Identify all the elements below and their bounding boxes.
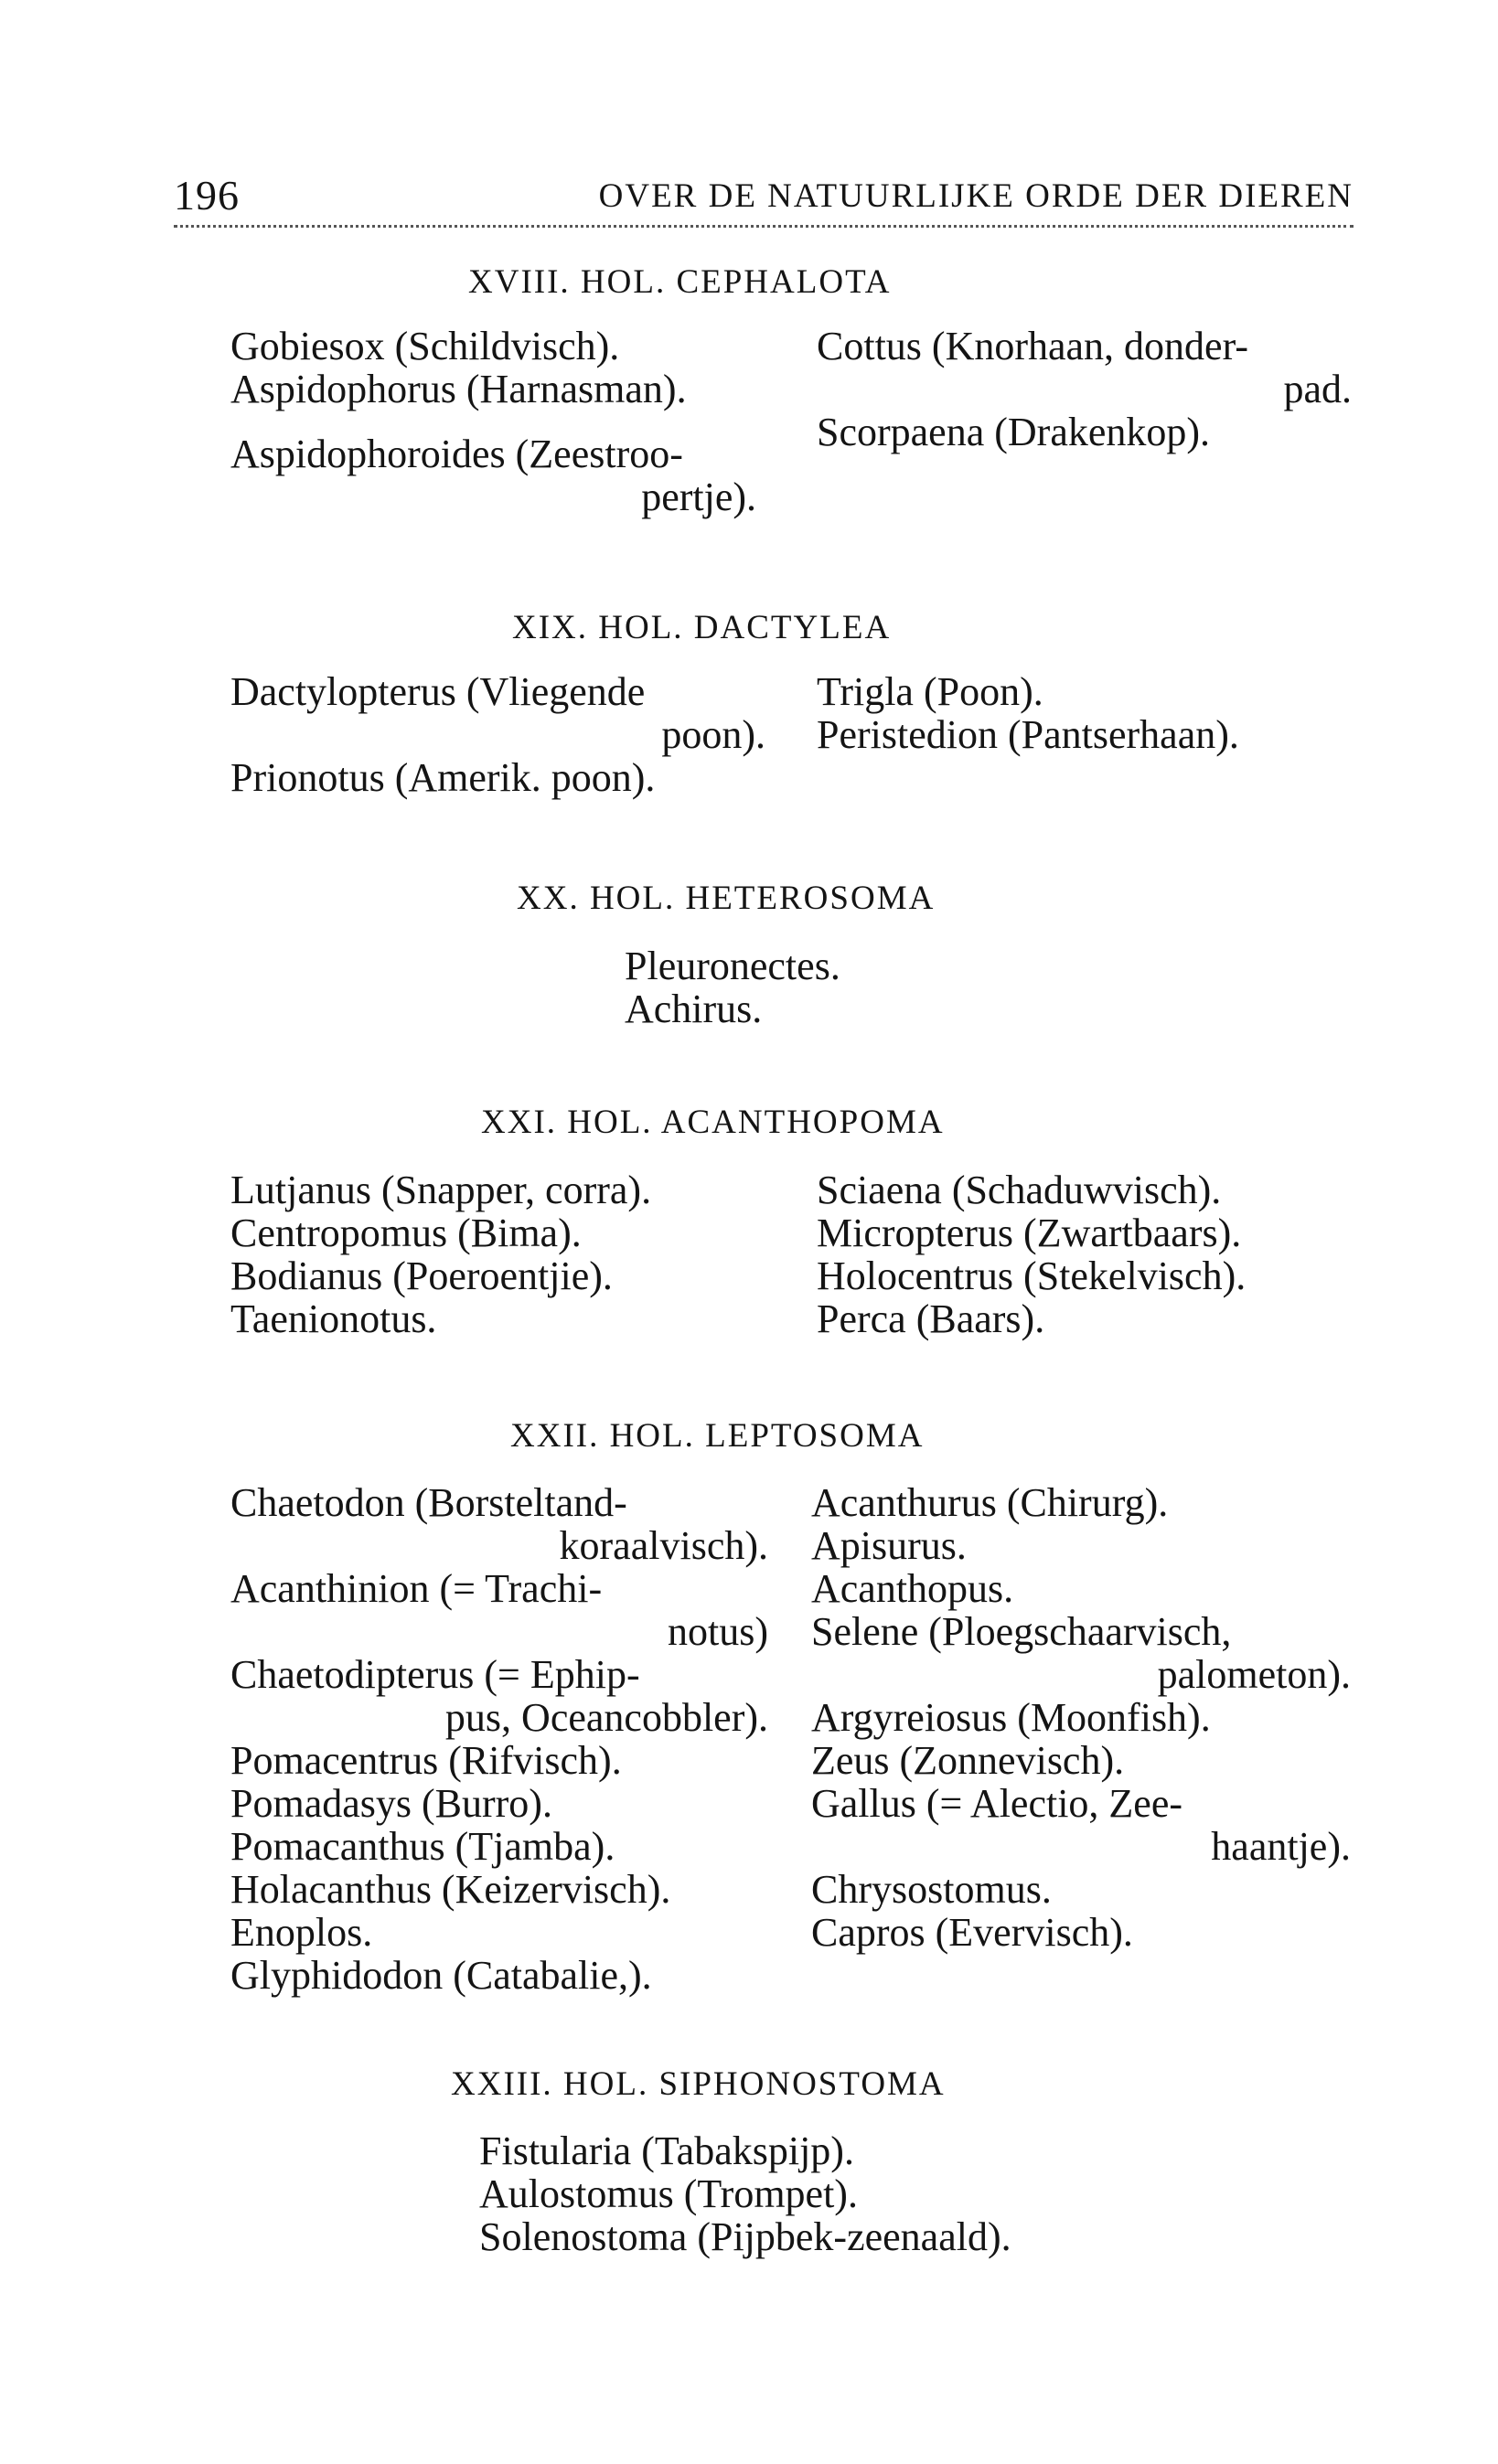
section-xxii-right-column	[811, 1481, 1351, 1954]
list-line: Scorpaena (Drakenkop).	[817, 410, 1211, 454]
list-line-continuation: notus)	[668, 1609, 768, 1654]
section-heading-xxii: XXII. HOL. LEPTOSOMA	[510, 1417, 925, 1455]
list-line-continuation: pertje).	[641, 475, 756, 519]
list-line: Fistularia (Tabakspijp).	[479, 2128, 854, 2173]
list-line: Chaetodon (Borsteltand-	[230, 1480, 627, 1525]
section-heading-xix: XIX. HOL. DACTYLEA	[512, 609, 892, 646]
list-line: Centropomus (Bima).	[230, 1211, 582, 1255]
section-xxi-right-column	[817, 1168, 1352, 1340]
list-line: Chaetodipterus (= Ephip-	[230, 1652, 640, 1697]
list-line: Selene (Ploegschaarvisch,	[811, 1609, 1232, 1654]
list-line: Aulostomus (Trompet).	[479, 2171, 858, 2216]
list-line: Pomacentrus (Rifvisch).	[230, 1738, 622, 1783]
list-line: Perca (Baars).	[817, 1296, 1045, 1341]
list-line: Chrysostomus.	[811, 1867, 1052, 1912]
list-line: Sciaena (Schaduwvisch).	[817, 1168, 1222, 1212]
list-line: Zeus (Zonnevisch).	[811, 1738, 1125, 1783]
list-line: Enoplos.	[230, 1910, 373, 1955]
list-line: Pomacanthus (Tjamba).	[230, 1824, 615, 1869]
section-xviii-left-column	[230, 325, 756, 518]
section-heading-xxiii: XXIII. HOL. SIPHONOSTOMA	[451, 2065, 946, 2103]
section-heading-xx: XX. HOL. HETEROSOMA	[517, 880, 936, 917]
section-xxiii-list	[479, 2129, 1011, 2258]
section-xviii-right-column	[817, 325, 1352, 453]
list-line: Gallus (= Alectio, Zee-	[811, 1781, 1183, 1826]
list-line: Aspidophoroides (Zeestroo-	[230, 432, 683, 476]
section-xx-list	[625, 944, 840, 1030]
section-heading-xxi: XXI. HOL. ACANTHOPOMA	[481, 1104, 945, 1141]
list-line: Argyreiosus (Moonfish).	[811, 1695, 1211, 1740]
running-title: OVER DE NATUURLIJKE ORDE DER DIEREN	[598, 177, 1354, 215]
list-line: Lutjanus (Snapper, corra).	[230, 1168, 652, 1212]
list-line: Trigla (Poon).	[817, 669, 1043, 714]
list-line-continuation: palometon).	[1157, 1652, 1351, 1697]
list-line: Acanthinion (= Trachi-	[230, 1566, 603, 1611]
list-line: Acanthurus (Chirurg).	[811, 1480, 1169, 1525]
list-line: Dactylopterus (Vliegende	[230, 669, 646, 714]
section-heading-xviii: XVIII. HOL. CEPHALOTA	[468, 263, 892, 301]
list-line: Capros (Evervisch).	[811, 1910, 1133, 1955]
list-line: Achirus.	[625, 987, 763, 1031]
list-line: Peristedion (Pantserhaan).	[817, 712, 1239, 757]
section-xxi-left-column	[230, 1168, 779, 1340]
list-line: Micropterus (Zwartbaars).	[817, 1211, 1242, 1255]
list-line-continuation: poon).	[661, 712, 765, 757]
section-xxii-left-column	[230, 1481, 768, 1997]
section-xix-right-column	[817, 670, 1352, 756]
list-line: Holocentrus (Stekelvisch).	[817, 1253, 1247, 1298]
list-line: Taenionotus.	[230, 1296, 437, 1341]
page-number: 196	[174, 172, 240, 219]
list-line: Pomadasys (Burro).	[230, 1781, 552, 1826]
list-line: Pleuronectes.	[625, 944, 840, 988]
list-line: Acanthopus.	[811, 1566, 1014, 1611]
page-header	[174, 170, 1354, 228]
list-line: Prionotus (Amerik. poon).	[230, 755, 656, 800]
list-line-continuation: pad.	[1283, 367, 1352, 411]
list-line: Bodianus (Poeroentjie).	[230, 1253, 613, 1298]
list-line-continuation: pus, Oceancobbler).	[444, 1695, 768, 1740]
list-line-continuation: haantje).	[1211, 1824, 1351, 1869]
list-line: Gobiesox (Schildvisch).	[230, 324, 620, 368]
list-line: Apisurus.	[811, 1523, 967, 1568]
section-xix-left-column	[230, 670, 765, 799]
list-line: Aspidophorus (Harnasman).	[230, 367, 687, 411]
list-line: Cottus (Knorhaan, donder-	[817, 324, 1249, 368]
list-line: Glyphidodon (Catabalie,).	[230, 1953, 652, 1998]
list-line: Solenostoma (Pijpbek-zeenaald).	[479, 2214, 1011, 2259]
list-line: Holacanthus (Keizervisch).	[230, 1867, 671, 1912]
list-line-continuation: koraalvisch).	[559, 1523, 768, 1568]
